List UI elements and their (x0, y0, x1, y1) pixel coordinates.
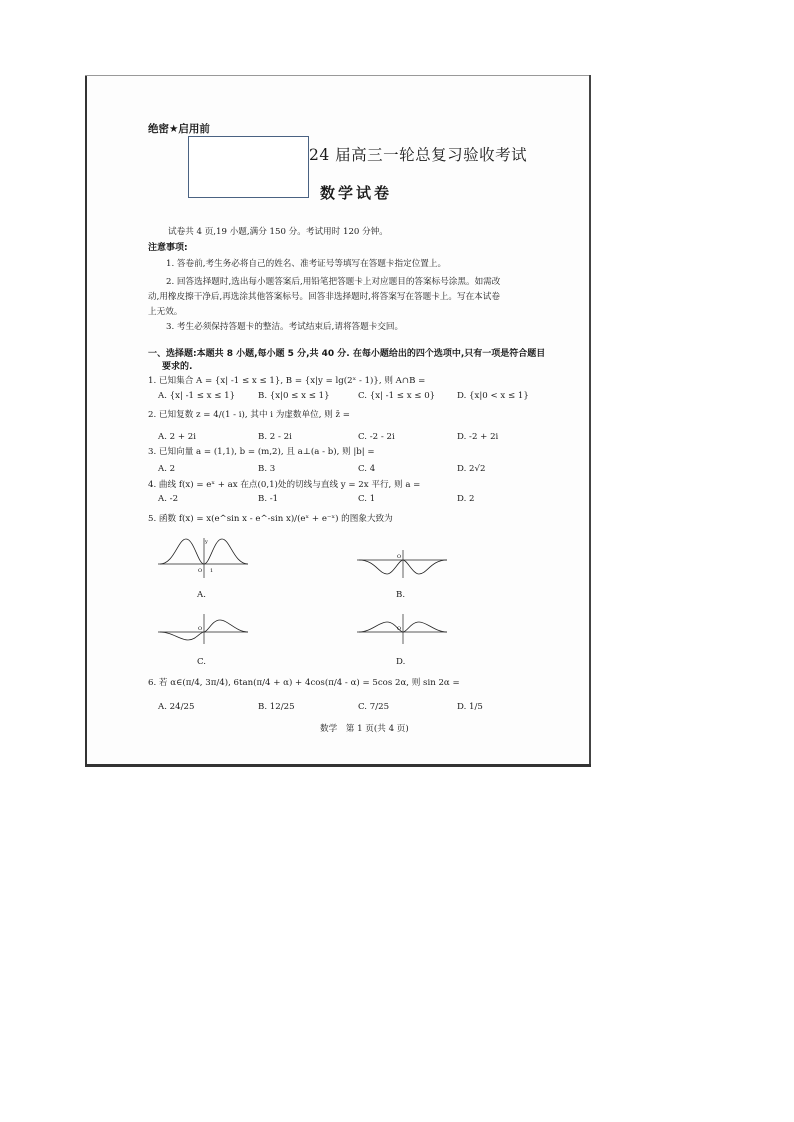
notice-heading: 注意事项: (148, 243, 188, 253)
question-2-option-b: B. 2 - 2i (258, 432, 292, 442)
graph-option-d (355, 612, 449, 646)
notice-item-1: 1. 答卷前,考生务必将自己的姓名、准考证号等填写在答题卡指定位置上。 (166, 259, 447, 269)
question-1-option-c: C. {x| -1 ≤ x ≤ 0} (358, 391, 436, 401)
question-3-stem: 3. 已知向量 a = (1,1), b = (m,2), 且 a⊥(a - b), 则 |b| = (148, 447, 375, 457)
question-2-stem: 2. 已知复数 z = 4/(1 - i), 其中 i 为虚数单位, 则 z̄ = (148, 410, 350, 420)
question-3-option-a: A. 2 (158, 464, 176, 474)
question-4-option-d: D. 2 (457, 494, 475, 504)
exam-title: 24 届高三一轮总复习验收考试 (309, 146, 528, 164)
question-4-option-c: C. 1 (358, 494, 376, 504)
section-1-heading: 一、选择题:本题共 8 小题,每小题 5 分,共 40 分. 在每小题给出的四个选项中,只有一项是符合题目 (148, 349, 546, 359)
notice-item-2-line-1: 2. 回答选择题时,选出每小题答案后,用铅笔把答题卡上对应题目的答案标号涂黑。如需改 (166, 277, 501, 287)
question-3-option-b: B. 3 (258, 464, 276, 474)
graph-a-y-label: y (205, 539, 208, 545)
graph-option-a (156, 534, 250, 580)
graph-a-tick-one: 1 (210, 568, 214, 574)
notice-item-2-line-2: 动,用橡皮擦干净后,再选涂其他答案标号。回答非选择题时,将答案写在答题卡上。写在本试卷 (148, 292, 500, 302)
question-6-stem: 6. 若 α∈(π/4, 3π/4), 6tan(π/4 + α) + 4cos(π/4 - α) = 5cos 2α, 则 sin 2α = (148, 678, 460, 688)
scan-border-left (85, 75, 87, 767)
question-5-option-b: B. (396, 590, 406, 600)
graph-option-c (156, 612, 250, 646)
question-1-option-a: A. {x| -1 ≤ x ≤ 1} (158, 391, 236, 401)
scan-border-top (85, 75, 591, 76)
question-4-stem: 4. 曲线 f(x) = eˣ + ax 在点(0,1)处的切线与直线 y = 2x 平行, 则 a = (148, 480, 421, 490)
graph-d-origin: O (397, 626, 402, 632)
question-2-option-a: A. 2 + 2i (158, 432, 197, 442)
notice-item-3: 3. 考生必须保持答题卡的整洁。考试结束后,请将答题卡交回。 (166, 322, 404, 332)
question-6-option-d: D. 1/5 (457, 702, 483, 712)
question-2-option-d: D. -2 + 2i (457, 432, 499, 442)
question-1-option-b: B. {x|0 ≤ x ≤ 1} (258, 391, 330, 401)
question-5-stem: 5. 函数 f(x) = x(e^sin x - e^-sin x)/(eˣ + e⁻ˣ) 的图象大致为 (148, 514, 393, 524)
notice-item-2-line-3: 上无效。 (148, 307, 183, 317)
graph-c-origin: O (198, 626, 203, 632)
question-2-option-c: C. -2 - 2i (358, 432, 395, 442)
question-3-option-c: C. 4 (358, 464, 376, 474)
graph-b-origin: O (397, 554, 402, 560)
question-4-option-b: B. -1 (258, 494, 279, 504)
question-6-option-c: C. 7/25 (358, 702, 390, 712)
question-1-stem: 1. 已知集合 A = {x| -1 ≤ x ≤ 1}, B = {x|y = lg(2ˣ - 1)}, 则 A∩B = (148, 376, 426, 386)
question-1-option-d: D. {x|0 < x ≤ 1} (457, 391, 529, 401)
exam-intro: 试卷共 4 页,19 小题,满分 150 分。考试用时 120 分钟。 (168, 227, 388, 237)
question-5-option-d: D. (396, 657, 406, 667)
question-6-option-b: B. 12/25 (258, 702, 295, 712)
question-5-option-c: C. (197, 657, 207, 667)
scan-border-right (589, 75, 591, 767)
scan-border-bottom (85, 764, 591, 767)
page-footer: 数学 第 1 页(共 4 页) (320, 724, 409, 734)
question-4-option-a: A. -2 (158, 494, 179, 504)
exam-sheet (85, 75, 591, 767)
question-6-option-a: A. 24/25 (158, 702, 195, 712)
photo-placeholder-box (188, 136, 309, 198)
graph-option-b (355, 550, 449, 580)
question-5-option-a: A. (197, 590, 206, 600)
question-3-option-d: D. 2√2 (457, 464, 486, 474)
secret-label: 绝密★启用前 (148, 123, 210, 135)
subject-title: 数学试卷 (320, 184, 393, 202)
graph-a-origin: O (198, 568, 203, 574)
section-1-heading-cont: 要求的. (162, 362, 193, 372)
